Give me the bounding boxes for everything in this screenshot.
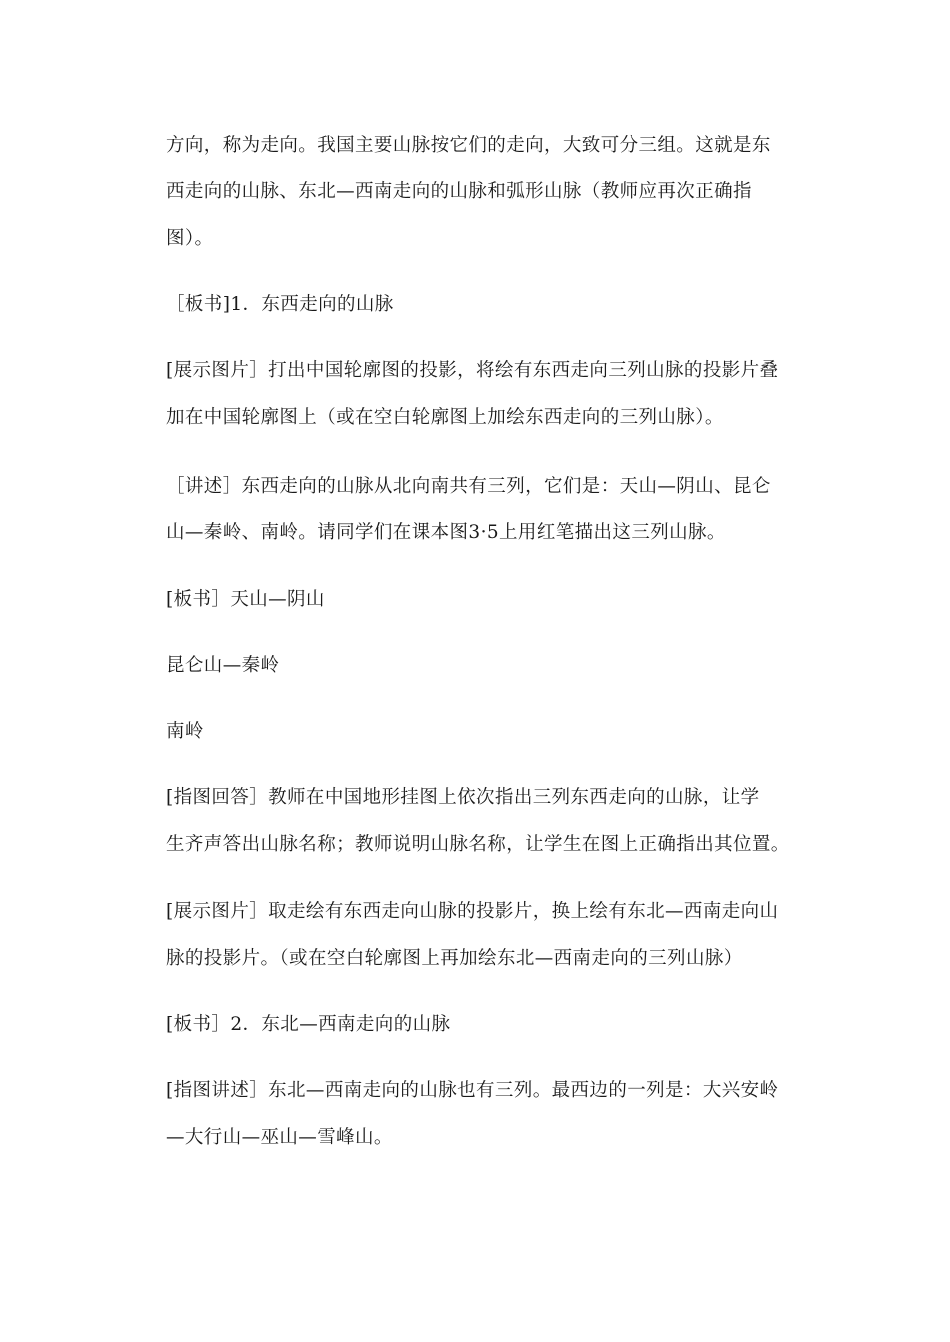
paragraph-line: 加在中国轮廓图上（或在空白轮廓图上加绘东西走向的三列山脉）。	[166, 407, 724, 428]
paragraph-line: 山—秦岭、南岭。请同学们在课本图3·5上用红笔描出这三列山脉。	[166, 522, 726, 543]
paragraph-line: 方向，称为走向。我国主要山脉按它们的走向，大致可分三组。这就是东	[166, 135, 771, 156]
paragraph-line: [板书］天山—阴山	[166, 589, 325, 610]
paragraph-line: —大行山—巫山—雪峰山。	[166, 1127, 393, 1148]
paragraph-line: 图）。	[166, 228, 214, 249]
paragraph-line: 生齐声答出山脉名称；教师说明山脉名称，让学生在图上正确指出其位置。	[166, 834, 790, 855]
paragraph-line: 西走向的山脉、东北—西南走向的山脉和弧形山脉（教师应再次正确指	[166, 181, 752, 202]
paragraph-line: 南岭	[166, 721, 204, 742]
paragraph-line: [指图回答］教师在中国地形挂图上依次指出三列东西走向的山脉，让学	[166, 787, 760, 808]
paragraph-line: [指图讲述］东北—西南走向的山脉也有三列。最西边的一列是：大兴安岭	[166, 1080, 779, 1101]
paragraph-line: 昆仑山—秦岭	[166, 655, 280, 676]
paragraph-line: [展示图片］取走绘有东西走向山脉的投影片，换上绘有东北—西南走向山	[166, 901, 779, 922]
paragraph-line: 脉的投影片。（或在空白轮廓图上再加绘东北—西南走向的三列山脉）	[166, 948, 743, 969]
paragraph-line: ［讲述］东西走向的山脉从北向南共有三列，它们是：天山—阴山、昆仑	[166, 476, 771, 497]
paragraph-line: ［板书]1．东西走向的山脉	[166, 294, 394, 315]
paragraph-line: [展示图片］打出中国轮廓图的投影，将绘有东西走向三列山脉的投影片叠	[166, 360, 779, 381]
paragraph-line: [板书］2．东北—西南走向的山脉	[166, 1014, 451, 1035]
